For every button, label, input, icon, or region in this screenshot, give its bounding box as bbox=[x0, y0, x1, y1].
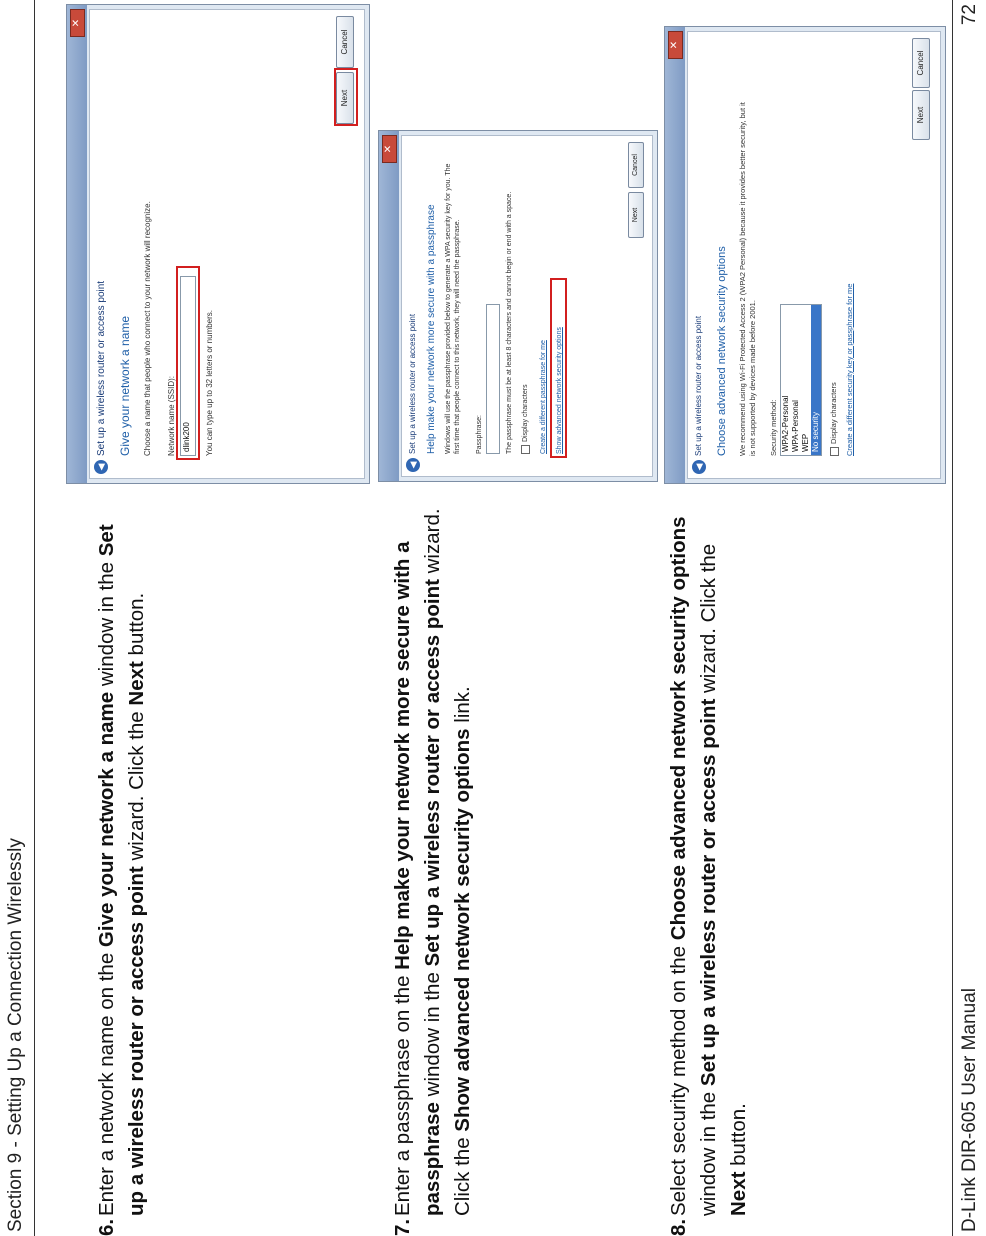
close-icon[interactable]: ✕ bbox=[382, 135, 397, 163]
window-titlebar bbox=[67, 5, 87, 483]
section-title: Section 9 - Setting Up a Connection Wirelessly bbox=[5, 838, 26, 1232]
display-characters-checkbox[interactable]: Display characters bbox=[828, 382, 839, 456]
wizard-heading: Help make your network more secure with a passphrase bbox=[426, 204, 437, 454]
wizard-heading: Choose advanced network security options bbox=[716, 246, 728, 456]
wizard-body bbox=[89, 9, 365, 479]
next-button[interactable]: Next bbox=[336, 72, 354, 124]
wizard-title: Set up a wireless router or access point bbox=[408, 313, 417, 454]
security-method-dropdown[interactable] bbox=[780, 304, 822, 456]
dropdown-selected[interactable]: WPA2-Personal bbox=[781, 395, 790, 452]
wizard-title: Set up a wireless router or access point bbox=[694, 315, 703, 456]
highlight-box bbox=[334, 68, 358, 126]
window-titlebar bbox=[665, 27, 685, 483]
step-number: 6. bbox=[95, 1218, 118, 1236]
wizard-title: Set up a wireless router or access point bbox=[96, 280, 107, 456]
step-8 bbox=[664, 496, 754, 1236]
cancel-button[interactable]: Cancel bbox=[912, 38, 930, 88]
checkbox-icon[interactable] bbox=[521, 445, 530, 454]
highlight-box bbox=[550, 278, 567, 458]
back-arrow-icon[interactable]: ◀ bbox=[692, 460, 706, 474]
create-key-link[interactable]: Create a different security key or passphrase for me bbox=[845, 283, 854, 456]
page-footer bbox=[952, 0, 986, 1236]
step-text: Enter a passphrase on the Help make your network more secure with a passphrase window in the Set up a wireless router or access point wizard. Click the Show advanced network security options link. bbox=[391, 508, 474, 1216]
back-arrow-icon[interactable]: ◀ bbox=[406, 458, 420, 472]
wizard-description: Windows will use the passphrase provided below to generate a WPA security key for you. The first time that people connect to this network, they will need the passphrase. bbox=[445, 163, 461, 454]
create-passphrase-link[interactable]: Create a different passphrase for me bbox=[540, 340, 547, 454]
ssid-input[interactable]: dlink200 bbox=[180, 276, 196, 456]
close-icon[interactable]: ✕ bbox=[668, 31, 683, 59]
page-number: 72 bbox=[959, 4, 980, 26]
next-button[interactable]: Next bbox=[628, 192, 644, 238]
step-number: 8. bbox=[667, 1218, 690, 1236]
step-number: 7. bbox=[391, 1218, 414, 1236]
passphrase-label: Passphrase: bbox=[476, 415, 483, 454]
wizard-body bbox=[401, 135, 653, 477]
passphrase-input[interactable]: f00dz.hkrzayrn bbox=[486, 304, 500, 454]
close-icon[interactable]: ✕ bbox=[70, 9, 85, 37]
ssid-hint: You can type up to 32 letters or numbers. bbox=[205, 309, 214, 456]
wizard-screenshot-security-options bbox=[664, 26, 946, 484]
dropdown-option[interactable]: WPA-Personal bbox=[791, 400, 800, 452]
advanced-options-link[interactable]: Show advanced network security options bbox=[556, 327, 563, 454]
step-text: Select security method on the Choose advanced network security options window in the Set up a wireless router or access point wizard. Click the Next button. bbox=[667, 516, 750, 1216]
window-titlebar bbox=[379, 131, 399, 481]
next-button[interactable]: Next bbox=[912, 90, 930, 140]
wizard-body bbox=[687, 31, 941, 479]
wizard-screenshot-passphrase bbox=[378, 130, 658, 482]
cancel-button[interactable]: Cancel bbox=[336, 16, 354, 68]
security-method-label: Security method: bbox=[769, 399, 778, 456]
highlight-box bbox=[176, 266, 200, 460]
dropdown-option[interactable]: No security bbox=[811, 305, 821, 455]
step-6 bbox=[92, 496, 152, 1236]
back-arrow-icon[interactable]: ◀ bbox=[94, 460, 108, 474]
wizard-description: Choose a name that people who connect to your network will recognize. bbox=[143, 201, 152, 456]
wizard-description: We recommend using Wi-Fi Protected Access 2 (WPA2 Personal) because it provides better security, but it is not supported by devices made before 2001. bbox=[738, 102, 757, 456]
checkbox-icon[interactable] bbox=[830, 447, 839, 456]
wizard-screenshot-network-name bbox=[66, 4, 370, 484]
display-characters-checkbox[interactable]: Display characters bbox=[520, 384, 531, 454]
ssid-label: Network name (SSID): bbox=[167, 375, 176, 456]
step-7 bbox=[388, 496, 478, 1236]
passphrase-hint: The passphrase must be at least 8 characters and cannot begin or end with a space. bbox=[506, 191, 513, 454]
cancel-button[interactable]: Cancel bbox=[628, 142, 644, 188]
dropdown-option[interactable]: WEP bbox=[801, 433, 810, 452]
step-text: Enter a network name on the Give your network a name window in the Set up a wireless router or access point wizard. Click the Next button. bbox=[95, 524, 148, 1216]
wizard-heading: Give your network a name bbox=[118, 315, 132, 456]
manual-title: D-Link DIR-605 User Manual bbox=[959, 988, 980, 1232]
page-header bbox=[0, 0, 35, 1236]
